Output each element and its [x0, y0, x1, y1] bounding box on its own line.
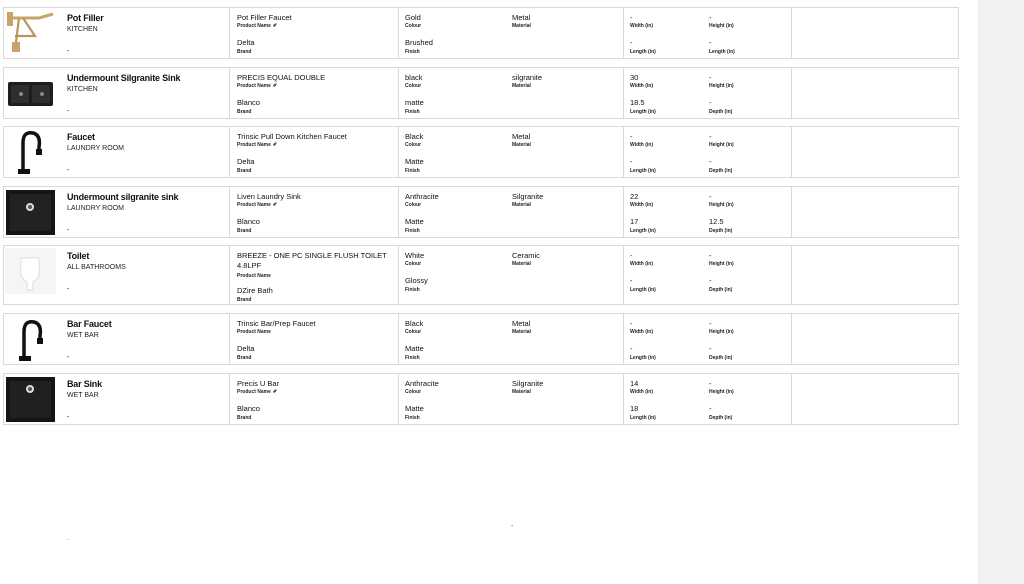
finish-value: Matte	[405, 217, 424, 226]
finish-value: Brushed	[405, 38, 433, 47]
product-row[interactable]	[3, 245, 959, 305]
depth-value: -	[709, 38, 712, 47]
depth-value: -	[709, 404, 712, 413]
brand-label: Brand	[237, 168, 252, 174]
finish-value: Glossy	[405, 276, 428, 285]
colour-label: Colour	[405, 142, 422, 148]
bar-faucet-image	[5, 316, 56, 362]
product-row[interactable]	[3, 67, 959, 119]
item-room: WET BAR	[67, 332, 99, 339]
brand-value: DZire Bath	[237, 286, 273, 295]
brand-value: Blanco	[237, 217, 260, 226]
item-extra: -	[67, 414, 70, 421]
item-title: Bar Sink	[67, 379, 102, 389]
height-value: -	[709, 379, 712, 388]
product-name-value: Pot Filler Faucet	[237, 13, 292, 22]
material-value: silgranite	[512, 73, 543, 82]
item-extra: -	[67, 227, 70, 234]
product-row[interactable]	[3, 313, 959, 365]
product-name-value: PRECIS EQUAL DOUBLE	[237, 73, 326, 82]
depth-label: Depth (in)	[709, 415, 733, 421]
product-name-label	[237, 273, 271, 279]
length-label: Length (in)	[630, 109, 656, 115]
product-name-label-text: Product Name	[237, 83, 271, 89]
column-divider	[623, 187, 624, 237]
height-value: -	[709, 73, 712, 82]
height-label: Height (in)	[709, 83, 734, 89]
brand-value: Delta	[237, 344, 255, 353]
width-label: Width (in)	[630, 329, 654, 335]
column-divider	[623, 374, 624, 424]
brand-label: Brand	[237, 49, 252, 55]
height-label: Height (in)	[709, 202, 734, 208]
material-value: Silgranite	[512, 192, 544, 201]
item-title: Faucet	[67, 132, 95, 142]
product-row[interactable]	[3, 186, 959, 238]
item-room: KITCHEN	[67, 86, 98, 93]
finish-label: Finish	[405, 355, 420, 361]
column-divider	[623, 246, 624, 304]
item-title: Undermount silgranite sink	[67, 192, 179, 202]
item-room: ALL BATHROOMS	[67, 264, 126, 271]
column-divider	[398, 8, 399, 58]
length-label: Length (in)	[630, 168, 656, 174]
colour-value: White	[405, 251, 425, 260]
column-divider	[623, 314, 624, 364]
depth-value: 12.5	[709, 217, 724, 226]
material-value: Ceramic	[512, 251, 540, 260]
item-extra: -	[67, 286, 70, 293]
width-value: 22	[630, 192, 639, 201]
material-label: Material	[512, 202, 531, 208]
height-value: -	[709, 319, 712, 328]
material-value: Silgranite	[512, 379, 544, 388]
colour-value: Black	[405, 319, 424, 328]
depth-value: -	[709, 344, 712, 353]
item-title: Pot Filler	[67, 13, 104, 23]
laundry-sink-image	[5, 189, 56, 235]
colour-label: Colour	[405, 23, 422, 29]
column-divider	[398, 246, 399, 304]
finish-label: Finish	[405, 287, 420, 293]
width-label: Width (in)	[630, 142, 654, 148]
column-divider	[623, 127, 624, 177]
depth-label: Length (in)	[709, 49, 735, 55]
width-value: -	[630, 13, 633, 22]
colour-label: Colour	[405, 389, 422, 395]
width-label: Width (in)	[630, 83, 654, 89]
column-divider	[229, 8, 230, 58]
finish-label: Finish	[405, 168, 420, 174]
depth-label: Depth (in)	[709, 109, 733, 115]
finish-value: Matte	[405, 157, 424, 166]
width-label: Width (in)	[630, 261, 654, 267]
product-name-label-text: Product Name	[237, 202, 271, 208]
height-value: -	[709, 132, 712, 141]
brand-value: Blanco	[237, 98, 260, 107]
length-value: -	[630, 157, 633, 166]
column-divider	[791, 246, 792, 304]
width-label: Width (in)	[630, 202, 654, 208]
pot-filler-image	[5, 10, 56, 56]
column-divider	[398, 127, 399, 177]
column-divider	[791, 374, 792, 424]
brand-label: Brand	[237, 415, 252, 421]
finish-value: matte	[405, 98, 424, 107]
length-label: Length (in)	[630, 355, 656, 361]
column-divider	[229, 127, 230, 177]
product-name-label	[237, 389, 277, 395]
material-value: Metal	[512, 13, 531, 22]
finish-label: Finish	[405, 228, 420, 234]
column-divider	[791, 187, 792, 237]
height-label: Height (in)	[709, 142, 734, 148]
product-name-label-text: Product Name	[237, 142, 271, 148]
edit-icon: ✐	[272, 142, 278, 148]
length-value: -	[630, 276, 633, 285]
length-label: Length (in)	[630, 49, 656, 55]
column-divider	[398, 314, 399, 364]
material-label: Material	[512, 83, 531, 89]
edit-icon: ✐	[272, 23, 278, 29]
length-value: 17	[630, 217, 639, 226]
column-divider	[229, 374, 230, 424]
item-title: Toilet	[67, 251, 90, 261]
item-room: LAUNDRY ROOM	[67, 205, 124, 212]
finish-label: Finish	[405, 415, 420, 421]
colour-value: Black	[405, 132, 424, 141]
width-label: Width (in)	[630, 23, 654, 29]
brand-label: Brand	[237, 297, 252, 303]
depth-value: -	[709, 98, 712, 107]
product-name-label-text: Product Name	[237, 273, 271, 279]
length-label: Length (in)	[630, 287, 656, 293]
length-value: 18.5	[630, 98, 645, 107]
depth-value: -	[709, 157, 712, 166]
colour-value: Anthracite	[405, 192, 439, 201]
colour-label: Colour	[405, 83, 422, 89]
item-extra: -	[67, 48, 70, 55]
column-divider	[229, 314, 230, 364]
product-name-label	[237, 23, 277, 29]
item-extra: -	[67, 167, 70, 174]
product-name-label-text: Product Name	[237, 329, 271, 335]
product-row[interactable]	[3, 126, 959, 178]
width-label: Width (in)	[630, 389, 654, 395]
material-value: Metal	[512, 132, 531, 141]
brand-label: Brand	[237, 109, 252, 115]
product-name-label-text: Product Name	[237, 23, 271, 29]
brand-label: Brand	[237, 228, 252, 234]
column-divider	[398, 374, 399, 424]
column-divider	[791, 314, 792, 364]
material-label: Material	[512, 261, 531, 267]
width-value: -	[630, 319, 633, 328]
height-label: Height (in)	[709, 329, 734, 335]
height-label: Height (in)	[709, 23, 734, 29]
finish-value: Matte	[405, 404, 424, 413]
item-room: WET BAR	[67, 392, 99, 399]
column-divider	[791, 68, 792, 118]
height-value: -	[709, 13, 712, 22]
product-name-label	[237, 202, 277, 208]
length-label: Length (in)	[630, 228, 656, 234]
toilet-image	[5, 248, 56, 294]
brand-value: Delta	[237, 157, 255, 166]
bar-sink-image	[5, 376, 56, 422]
colour-value: Gold	[405, 13, 421, 22]
colour-label: Colour	[405, 261, 422, 267]
stray-dot: .	[67, 535, 69, 542]
item-extra: -	[67, 108, 70, 115]
column-divider	[398, 68, 399, 118]
height-label: Height (in)	[709, 261, 734, 267]
depth-label: Depth (in)	[709, 287, 733, 293]
faucet-image	[5, 129, 56, 175]
colour-value: Anthracite	[405, 379, 439, 388]
item-extra: -	[67, 354, 70, 361]
colour-value: black	[405, 73, 423, 82]
height-value: -	[709, 192, 712, 201]
depth-label: Depth (in)	[709, 228, 733, 234]
width-value: 30	[630, 73, 639, 82]
double-sink-image	[5, 70, 56, 116]
item-room: KITCHEN	[67, 26, 98, 33]
edit-icon: ✐	[272, 389, 278, 395]
product-name-value: Trinsic Bar/Prep Faucet	[237, 319, 316, 328]
material-label: Material	[512, 23, 531, 29]
product-name-label-text: Product Name	[237, 389, 271, 395]
item-room: LAUNDRY ROOM	[67, 145, 124, 152]
product-row[interactable]	[3, 373, 959, 425]
item-title: Bar Faucet	[67, 319, 112, 329]
finish-label: Finish	[405, 49, 420, 55]
finish-value: Matte	[405, 344, 424, 353]
material-label: Material	[512, 389, 531, 395]
stray-dash: -	[511, 523, 514, 530]
product-name-value: Liven Laundry Sink	[237, 192, 301, 201]
height-label: Height (in)	[709, 389, 734, 395]
width-value: -	[630, 251, 633, 260]
material-label: Material	[512, 329, 531, 335]
column-divider	[791, 127, 792, 177]
length-value: 18	[630, 404, 639, 413]
column-divider	[229, 187, 230, 237]
width-value: -	[630, 132, 633, 141]
height-value: -	[709, 251, 712, 260]
column-divider	[229, 246, 230, 304]
colour-label: Colour	[405, 329, 422, 335]
product-name-label	[237, 142, 277, 148]
finish-label: Finish	[405, 109, 420, 115]
column-divider	[791, 8, 792, 58]
product-name-value: Precis U Bar	[237, 379, 280, 388]
column-divider	[398, 187, 399, 237]
colour-label: Colour	[405, 202, 422, 208]
product-name-value: BREEZE - ONE PC SINGLE FLUSH TOILET 4.8LPF	[237, 251, 387, 270]
material-label: Material	[512, 142, 531, 148]
edit-icon: ✐	[272, 202, 278, 208]
column-divider	[623, 8, 624, 58]
material-value: Metal	[512, 319, 531, 328]
width-value: 14	[630, 379, 639, 388]
length-label: Length (in)	[630, 415, 656, 421]
depth-value: -	[709, 276, 712, 285]
brand-value: Blanco	[237, 404, 260, 413]
brand-label: Brand	[237, 355, 252, 361]
column-divider	[229, 68, 230, 118]
length-value: -	[630, 344, 633, 353]
brand-value: Delta	[237, 38, 255, 47]
edit-icon: ✐	[272, 83, 278, 89]
length-value: -	[630, 38, 633, 47]
depth-label: Depth (in)	[709, 355, 733, 361]
product-name-label	[237, 83, 277, 89]
column-divider	[623, 68, 624, 118]
product-row[interactable]	[3, 7, 959, 59]
product-name-label	[237, 329, 271, 335]
depth-label: Depth (in)	[709, 168, 733, 174]
item-title: Undermount Silgranite Sink	[67, 73, 181, 83]
right-scroll-area	[978, 0, 1024, 584]
product-name-value: Trinsic Pull Down Kitchen Faucet	[237, 132, 347, 141]
